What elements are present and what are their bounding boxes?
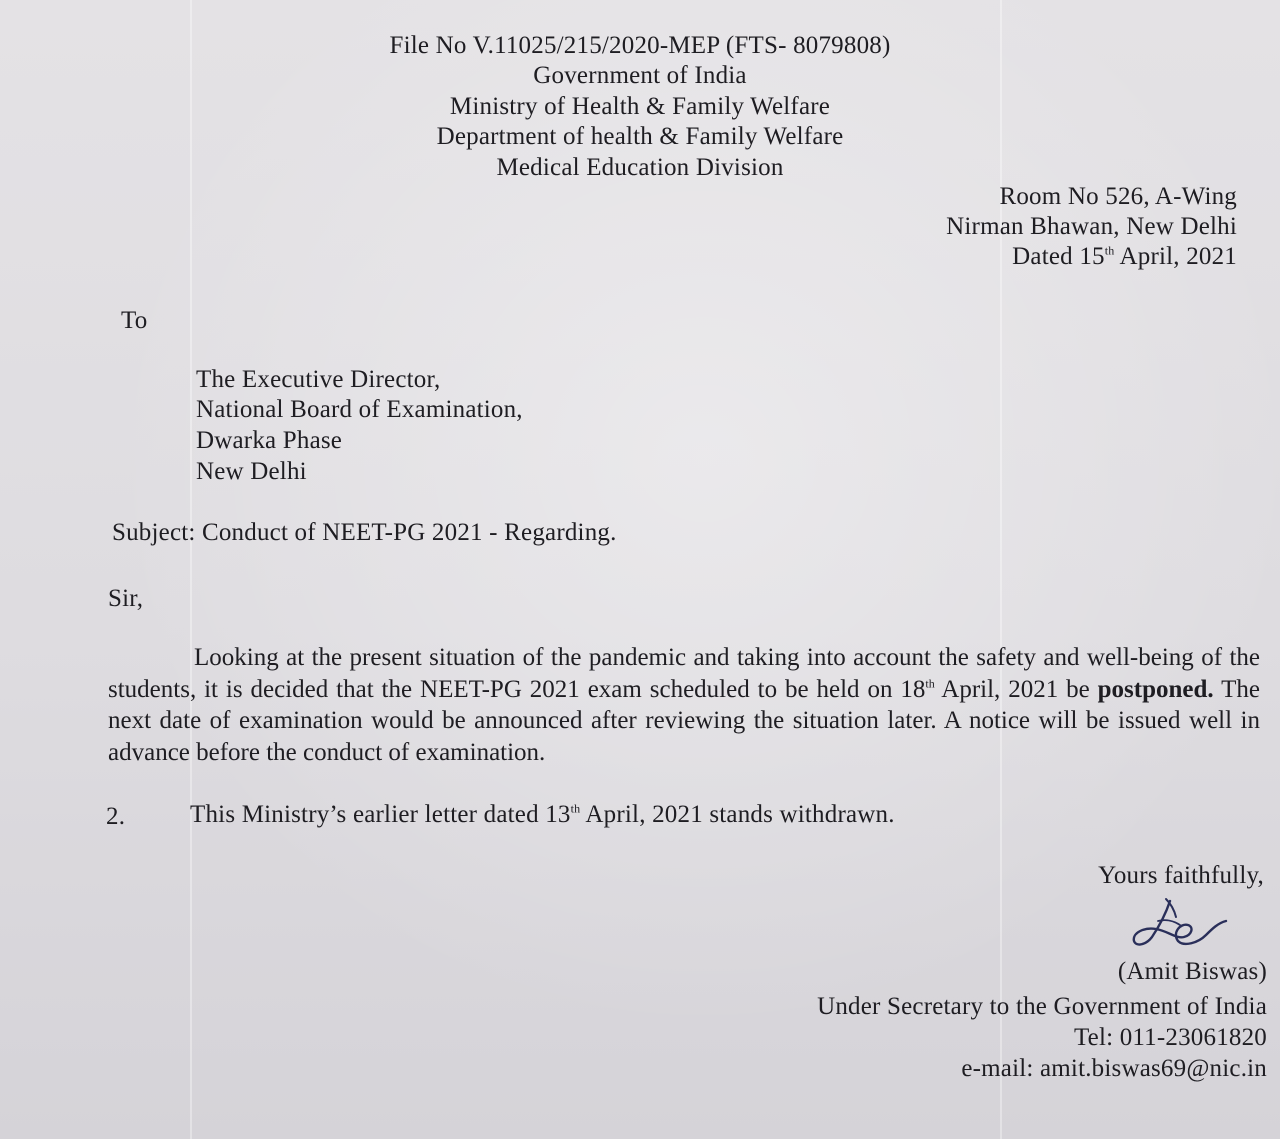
subject-line: Subject: Conduct of NEET-PG 2021 - Regarding. bbox=[112, 519, 617, 546]
salutation: Sir, bbox=[108, 585, 144, 612]
signatory-telephone: Tel: 011-23061820 bbox=[1073, 1024, 1267, 1051]
to-label: To bbox=[121, 307, 148, 334]
division-heading: Medical Education Division bbox=[496, 154, 784, 181]
body-paragraph-1: Looking at the present situation of the pandemic and taking into account the safety and well-being of the students, it is decided that the NEET-PG 2021 exam scheduled to be held on 18th April, 2021 be postponed. The next date of examination would be announced after reviewing the situation later. A notice will be issued well in advance before the conduct of examination. bbox=[108, 644, 1260, 766]
building-address: Nirman Bhawan, New Delhi bbox=[946, 213, 1237, 240]
department-heading: Department of health & Family Welfare bbox=[436, 123, 844, 150]
signatory-name: (Amit Biswas) bbox=[1117, 958, 1267, 985]
recipient-line: Dwarka Phase bbox=[196, 427, 343, 454]
letter-date: Dated 15th April, 2021 bbox=[1012, 243, 1237, 270]
handwritten-signature bbox=[1122, 893, 1232, 963]
body-paragraph-2: This Ministry’s earlier letter dated 13th April, 2021 stands withdrawn. bbox=[190, 801, 895, 828]
file-number: File No V.11025/215/2020-MEP (FTS- 8079808) bbox=[389, 32, 891, 59]
paragraph-number: 2. bbox=[106, 803, 126, 830]
signatory-email: e-mail: amit.biswas69@nic.in bbox=[961, 1055, 1267, 1082]
recipient-line: The Executive Director, bbox=[196, 366, 441, 393]
valediction: Yours faithfully, bbox=[1098, 862, 1264, 889]
government-heading: Government of India bbox=[533, 62, 747, 89]
recipient-line: New Delhi bbox=[196, 458, 307, 485]
ministry-heading: Ministry of Health & Family Welfare bbox=[449, 93, 831, 120]
postponed-emphasis: postponed. bbox=[1097, 675, 1214, 703]
room-address: Room No 526, A-Wing bbox=[999, 183, 1237, 210]
recipient-line: National Board of Examination, bbox=[196, 396, 523, 423]
signatory-designation: Under Secretary to the Government of India bbox=[817, 993, 1267, 1020]
